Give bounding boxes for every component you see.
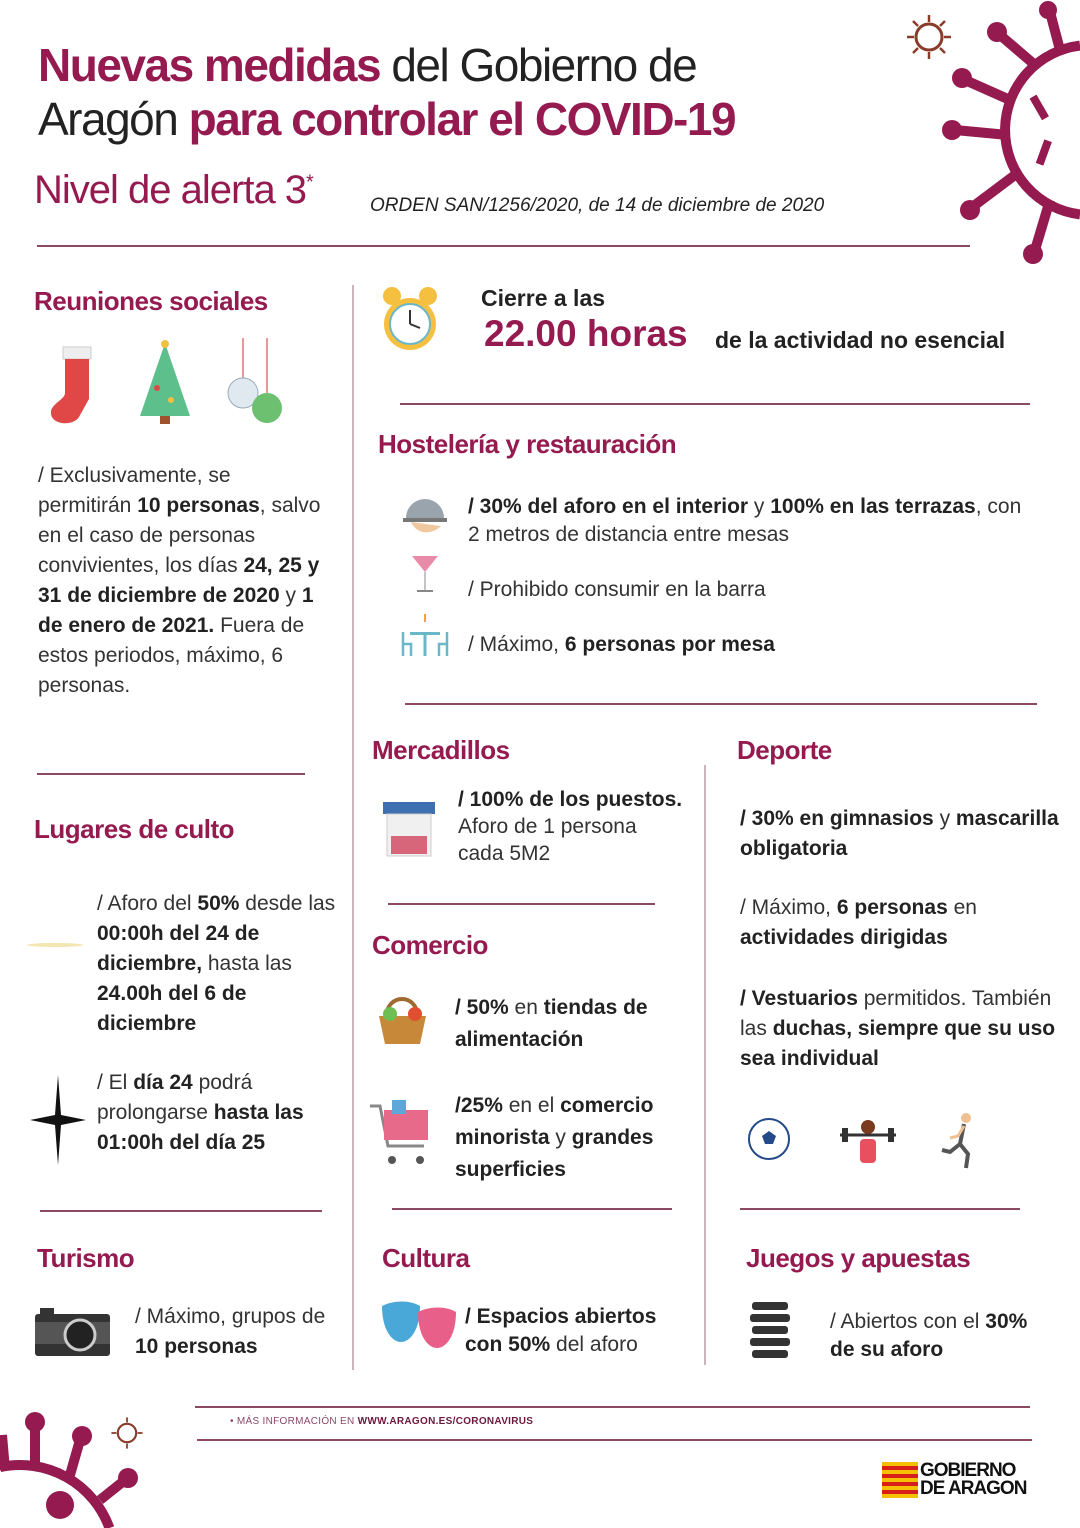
shopping-cart-icon	[368, 1100, 433, 1168]
market-stall-icon	[383, 802, 435, 857]
bold-text: 00:00h del 24 de diciembre,	[97, 922, 260, 975]
text: / Prohibido consumir en la barra	[468, 578, 766, 601]
text: Fuera de estos periodos, máximo, 6 personas.	[38, 614, 305, 697]
bold-text: / Espacios abiertos con 50%	[465, 1305, 657, 1356]
culto-text-2	[97, 1068, 337, 1158]
column-divider	[704, 765, 706, 1365]
runner-icon	[940, 1110, 980, 1170]
theater-masks-icon	[380, 1300, 458, 1355]
divider	[740, 1208, 1020, 1210]
text: del aforo	[550, 1333, 638, 1356]
cierre-line1: Cierre a las	[481, 285, 606, 311]
section-title-hosteleria: Hostelería y restauración	[378, 429, 677, 459]
bold-text: 30% de su aforo	[830, 1310, 1028, 1361]
reuniones-text	[38, 461, 323, 701]
bold-text: 50%	[197, 892, 240, 915]
text: en	[947, 896, 977, 919]
hosteleria-item	[468, 630, 1038, 660]
hosteleria-item	[468, 493, 1038, 549]
text: , salvo en el caso de personas convivientes, los días	[38, 494, 321, 577]
turismo-text	[135, 1302, 335, 1362]
bold-text: duchas, siempre que su uso sea individual	[740, 1017, 1056, 1070]
food-basket-icon	[375, 992, 430, 1047]
text: del Gobierno de	[380, 39, 697, 91]
culto-text-1	[97, 889, 347, 1039]
bold-text: 100% en las terrazas	[770, 495, 976, 518]
bold-text: Nuevas medidas	[38, 39, 381, 91]
divider	[405, 703, 1037, 705]
logo-line-2: DE ARAGON	[920, 1478, 1027, 1499]
divider	[392, 1208, 672, 1210]
christmas-tree-icon	[135, 338, 195, 428]
text: permitidos. También las	[740, 987, 1052, 1040]
divider	[37, 773, 305, 775]
bold-text: 10 personas	[135, 1335, 258, 1358]
comercio-text-2	[455, 1090, 695, 1186]
bold-text: mascarilla obligatoria	[740, 807, 1059, 860]
section-title-culto: Lugares de culto	[34, 814, 235, 844]
glow-star-icon	[25, 930, 85, 960]
text: / Máximo, grupos de	[135, 1305, 326, 1328]
text: / Abiertos con el	[830, 1310, 986, 1333]
bold-text: / 30% en gimnasios	[740, 807, 934, 830]
logo-line-1: GOBIERNO	[920, 1460, 1016, 1481]
camera-icon	[35, 1308, 110, 1356]
section-title-reuniones: Reuniones sociales	[34, 286, 268, 316]
small-virus-icon	[110, 1416, 144, 1450]
cultura-text	[465, 1303, 695, 1359]
text: y	[279, 584, 302, 607]
stocking-icon	[45, 342, 100, 427]
bold-text: día 24	[133, 1071, 193, 1094]
text: y	[748, 495, 771, 518]
column-divider	[352, 285, 354, 1370]
footer-divider	[195, 1406, 1030, 1408]
virus-icon	[940, 0, 1080, 265]
footer-link[interactable]: WWW.ARAGON.ES/CORONAVIRUS	[357, 1416, 534, 1427]
bold-text: tiendas de alimentación	[455, 996, 648, 1051]
text: / Aforo del	[97, 892, 198, 915]
alert-asterisk: *	[306, 171, 313, 194]
section-title-comercio: Comercio	[372, 930, 488, 960]
section-title-cultura: Cultura	[382, 1243, 470, 1273]
bold-text: hasta las 01:00h del día 25	[97, 1101, 304, 1154]
bold-text: actividades dirigidas	[740, 926, 948, 949]
gobierno-aragon-logo	[882, 1462, 1026, 1498]
text: Aragón	[38, 93, 189, 145]
footer-info-prefix: MÁS INFORMACIÓN EN	[236, 1416, 358, 1427]
ornaments-icon	[225, 338, 285, 428]
mercadillos-text	[458, 786, 683, 867]
bold-text: 24.00h del 6 de diciembre	[97, 982, 247, 1035]
title-line-1	[38, 38, 696, 92]
alert-level-text: Nivel de alerta 3	[34, 168, 307, 212]
text: , con 2 metros de distancia entre mesas	[468, 495, 1022, 546]
text: en el	[502, 1094, 561, 1117]
text: / Máximo,	[740, 896, 837, 919]
section-title-turismo: Turismo	[37, 1243, 135, 1273]
bold-text: /25%	[455, 1094, 503, 1117]
text: / El	[97, 1071, 134, 1094]
cloche-icon	[403, 490, 448, 540]
alarm-clock-icon	[380, 284, 440, 356]
footer-divider	[197, 1439, 1032, 1441]
comercio-text-1	[455, 992, 695, 1056]
section-title-juegos: Juegos y apuestas	[746, 1243, 971, 1273]
bold-text: 1 de enero de 2021.	[38, 584, 314, 637]
text: Aforo de 1 persona cada 5M2	[458, 815, 637, 865]
footer-info: • MÁS INFORMACIÓN EN WWW.ARAGON.ES/CORONAVIRUS	[230, 1416, 534, 1427]
cierre-rest: de la actividad no esencial	[715, 327, 1006, 353]
text: podrá prolongarse	[97, 1071, 253, 1124]
bold-text: / Vestuarios	[740, 987, 858, 1010]
bold-text: para controlar el COVID-19	[188, 93, 736, 145]
small-virus-icon	[905, 13, 953, 61]
text: / Exclusivamente, se permitirán	[38, 464, 231, 517]
alert-level	[34, 168, 313, 213]
text: desde las	[239, 892, 336, 915]
bold-text: 24, 25 y 31 de diciembre de 2020	[38, 554, 320, 607]
casino-chips-icon	[748, 1302, 792, 1358]
aragon-flag-icon	[882, 1462, 918, 1498]
cierre-hour: 22.00 horas	[484, 313, 688, 354]
divider	[400, 403, 1030, 405]
text: y	[933, 807, 956, 830]
title-line-2	[38, 92, 735, 146]
bold-text: 10 personas	[137, 494, 260, 517]
header-divider	[37, 245, 970, 247]
hosteleria-item	[468, 575, 1038, 605]
section-title-mercadillos: Mercadillos	[372, 735, 510, 765]
juegos-text	[830, 1308, 1040, 1364]
order-reference: ORDEN SAN/1256/2020, de 14 de diciembre de 2020	[370, 195, 825, 216]
bold-text: / 50%	[455, 996, 509, 1019]
sparkle-star-icon	[30, 1075, 86, 1165]
bold-text: grandes superficies	[455, 1126, 654, 1181]
soccer-ball-icon	[747, 1117, 791, 1161]
bold-text: 6 personas	[836, 896, 948, 919]
section-title-deporte: Deporte	[737, 735, 832, 765]
deporte-text-2	[740, 893, 1060, 953]
text: / Máximo,	[468, 633, 565, 656]
bold-text: / 30% del aforo en el interior	[468, 495, 749, 518]
text: hasta las	[202, 952, 292, 975]
table-chairs-icon	[400, 612, 450, 658]
deporte-text-1	[740, 804, 1060, 864]
divider	[40, 1210, 322, 1212]
bold-text: comercio minorista	[455, 1094, 654, 1149]
text: en	[508, 996, 544, 1019]
divider	[388, 903, 655, 905]
bold-text: / 100% de los puestos.	[458, 788, 683, 811]
text: y	[549, 1126, 572, 1149]
deporte-text-3	[740, 984, 1070, 1074]
bold-text: 6 personas por mesa	[564, 633, 775, 656]
cocktail-icon	[410, 550, 440, 595]
weightlifter-icon	[838, 1115, 898, 1167]
